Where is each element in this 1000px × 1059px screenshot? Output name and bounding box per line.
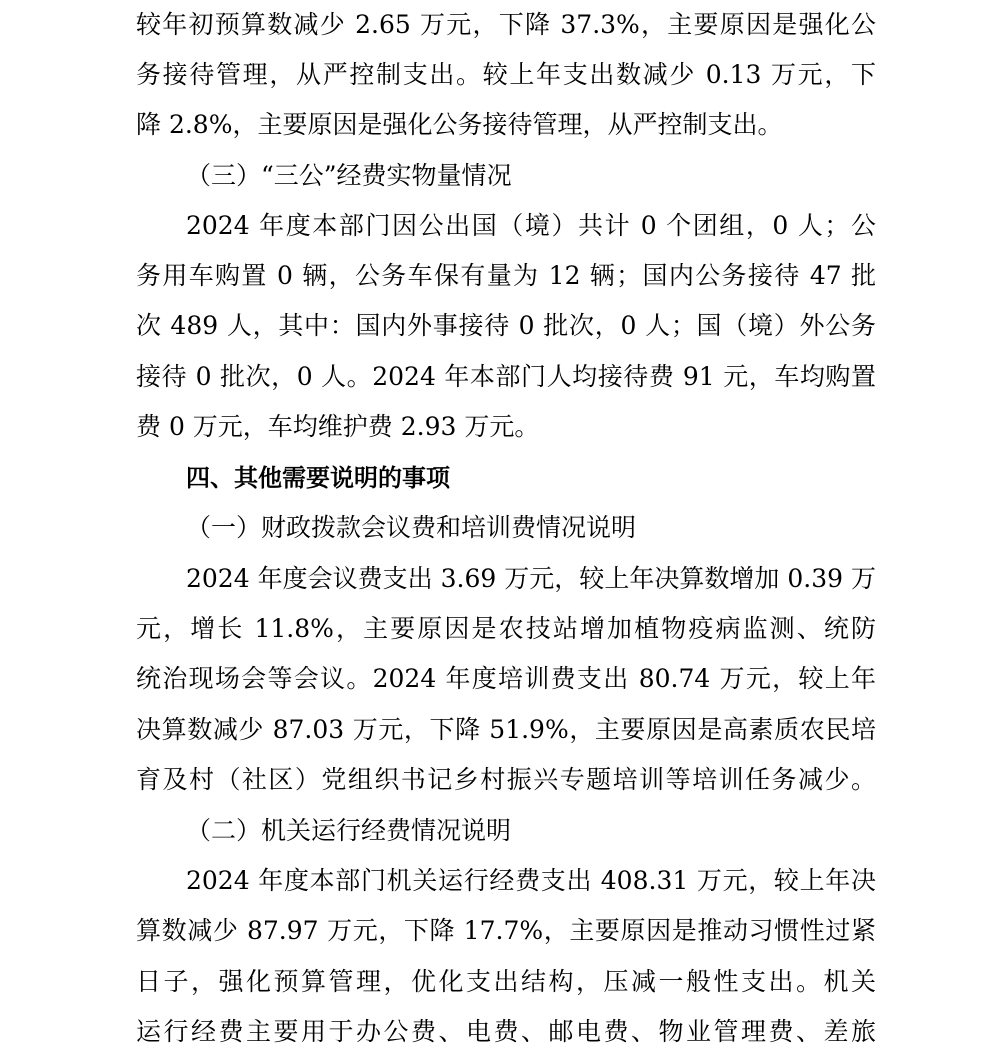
paragraph-line: 务用车购置 0 辆，公务车保有量为 12 辆；国内公务接待 47 批 (136, 261, 876, 290)
chapter-heading: 四、其他需要说明的事项 (186, 464, 450, 492)
paragraph-line: 降 2.8%，主要原因是强化公务接待管理，从严控制支出。 (136, 110, 783, 139)
paragraph-line: 务接待管理，从严控制支出。较上年支出数减少 0.13 万元，下 (136, 60, 876, 89)
section-heading: （一）财政拨款会议费和培训费情况说明 (186, 513, 637, 542)
paragraph-line: 运行经费主要用于办公费、电费、邮电费、物业管理费、差旅 (136, 1017, 876, 1046)
paragraph-line: 次 489 人，其中：国内外事接待 0 批次，0 人；国（境）外公务 (136, 311, 876, 340)
paragraph-line: 接待 0 批次，0 人。2024 年本部门人均接待费 91 元，车均购置 (136, 362, 876, 391)
section-heading: （二）机关运行经费情况说明 (186, 816, 512, 845)
paragraph-line: 日子，强化预算管理，优化支出结构，压减一般性支出。机关 (136, 967, 876, 996)
paragraph-line: 费 0 万元，车均维护费 2.93 万元。 (136, 412, 540, 441)
paragraph-line: 统治现场会等会议。2024 年度培训费支出 80.74 万元，较上年 (136, 664, 876, 693)
section-heading: （三）“三公”经费实物量情况 (186, 161, 512, 190)
paragraph-line: 算数减少 87.97 万元，下降 17.7%，主要原因是推动习惯性过紧 (136, 916, 876, 945)
paragraph-line: 决算数减少 87.03 万元，下降 51.9%，主要原因是高素质农民培 (136, 715, 876, 744)
paragraph-line: 2024 年度会议费支出 3.69 万元，较上年决算数增加 0.39 万 (186, 564, 876, 593)
paragraph-line: 较年初预算数减少 2.65 万元，下降 37.3%，主要原因是强化公 (136, 10, 876, 39)
paragraph-line: 2024 年度本部门机关运行经费支出 408.31 万元，较上年决 (186, 866, 876, 895)
paragraph-line: 元，增长 11.8%，主要原因是农技站增加植物疫病监测、统防 (136, 614, 876, 643)
paragraph-line: 育及村（社区）党组织书记乡村振兴专题培训等培训任务减少。 (136, 765, 876, 794)
paragraph-line: 2024 年度本部门因公出国（境）共计 0 个团组，0 人；公 (186, 211, 876, 240)
